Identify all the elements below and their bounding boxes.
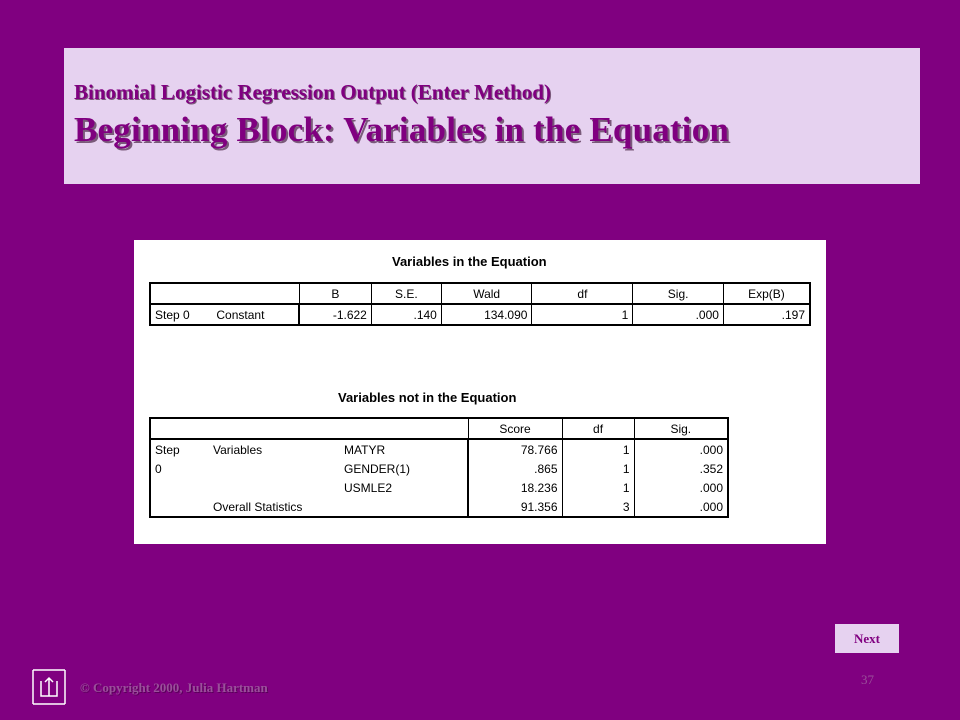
table1-cell: .000 bbox=[633, 304, 724, 325]
table2-sig: .000 bbox=[634, 497, 728, 517]
table1-cell: 134.090 bbox=[441, 304, 532, 325]
table2-header: Score bbox=[468, 418, 562, 439]
table2-sig: .000 bbox=[634, 478, 728, 497]
table2-var-name: USMLE2 bbox=[340, 478, 468, 497]
table2-empty-cell bbox=[209, 478, 340, 497]
table2-score: .865 bbox=[468, 459, 562, 478]
table2-caption: Variables not in the Equation bbox=[338, 390, 517, 405]
table2-empty-cell bbox=[150, 478, 209, 497]
slide-subtitle: Binomial Logistic Regression Output (Enter Method) bbox=[74, 80, 551, 104]
variables-not-in-equation-table bbox=[149, 417, 729, 518]
table2-sig: .352 bbox=[634, 459, 728, 478]
title-box bbox=[64, 48, 920, 184]
table2-header: df bbox=[562, 418, 634, 439]
table1-header: Sig. bbox=[633, 283, 724, 304]
table2-step-num: 0 bbox=[150, 459, 209, 478]
table1-cell: -1.622 bbox=[299, 304, 371, 325]
table1-caption: Variables in the Equation bbox=[392, 254, 547, 269]
table2-var-name: MATYR bbox=[340, 439, 468, 459]
table-row bbox=[150, 304, 810, 325]
table2-sig: .000 bbox=[634, 439, 728, 459]
variables-in-equation-table bbox=[149, 282, 811, 326]
table1-row-label bbox=[150, 304, 299, 325]
table1-cell: 1 bbox=[532, 304, 633, 325]
table2-empty-cell bbox=[209, 459, 340, 478]
table2-overall-label: Overall Statistics bbox=[209, 497, 468, 517]
table1-cell: .197 bbox=[723, 304, 810, 325]
table1-var-label: Constant bbox=[216, 307, 265, 322]
table2-corner bbox=[150, 418, 468, 439]
home-icon-graphic bbox=[32, 669, 66, 705]
table2-score: 18.236 bbox=[468, 478, 562, 497]
table1-cell: .140 bbox=[371, 304, 441, 325]
table1-header: S.E. bbox=[371, 283, 441, 304]
spss-output-panel bbox=[134, 240, 826, 544]
table1-step-label: Step 0 bbox=[155, 307, 190, 322]
table2-header-row bbox=[150, 418, 728, 439]
table-row bbox=[150, 439, 728, 459]
table2-var-name: GENDER(1) bbox=[340, 459, 468, 478]
table1-header: B bbox=[299, 283, 371, 304]
table1-corner bbox=[150, 283, 299, 304]
table2-header: Sig. bbox=[634, 418, 728, 439]
table2-empty-cell bbox=[150, 497, 209, 517]
table2-score: 91.356 bbox=[468, 497, 562, 517]
next-button[interactable]: Next bbox=[835, 624, 899, 653]
table1-header: Wald bbox=[441, 283, 532, 304]
table2-df: 1 bbox=[562, 459, 634, 478]
home-icon[interactable] bbox=[32, 669, 66, 705]
table2-df: 1 bbox=[562, 439, 634, 459]
table-row bbox=[150, 459, 728, 478]
copyright-text: © Copyright 2000, Julia Hartman bbox=[80, 680, 268, 695]
table2-score: 78.766 bbox=[468, 439, 562, 459]
table1-header: df bbox=[532, 283, 633, 304]
table2-group-label: Variables bbox=[213, 442, 263, 457]
table-row bbox=[150, 478, 728, 497]
table-row bbox=[150, 497, 728, 517]
table2-df: 3 bbox=[562, 497, 634, 517]
table2-step-label: Step bbox=[150, 439, 209, 459]
table1-header: Exp(B) bbox=[723, 283, 810, 304]
table2-df: 1 bbox=[562, 478, 634, 497]
page-number: 37 bbox=[861, 672, 874, 687]
slide-title: Beginning Block: Variables in the Equation bbox=[74, 110, 730, 149]
table1-header-row bbox=[150, 283, 810, 304]
